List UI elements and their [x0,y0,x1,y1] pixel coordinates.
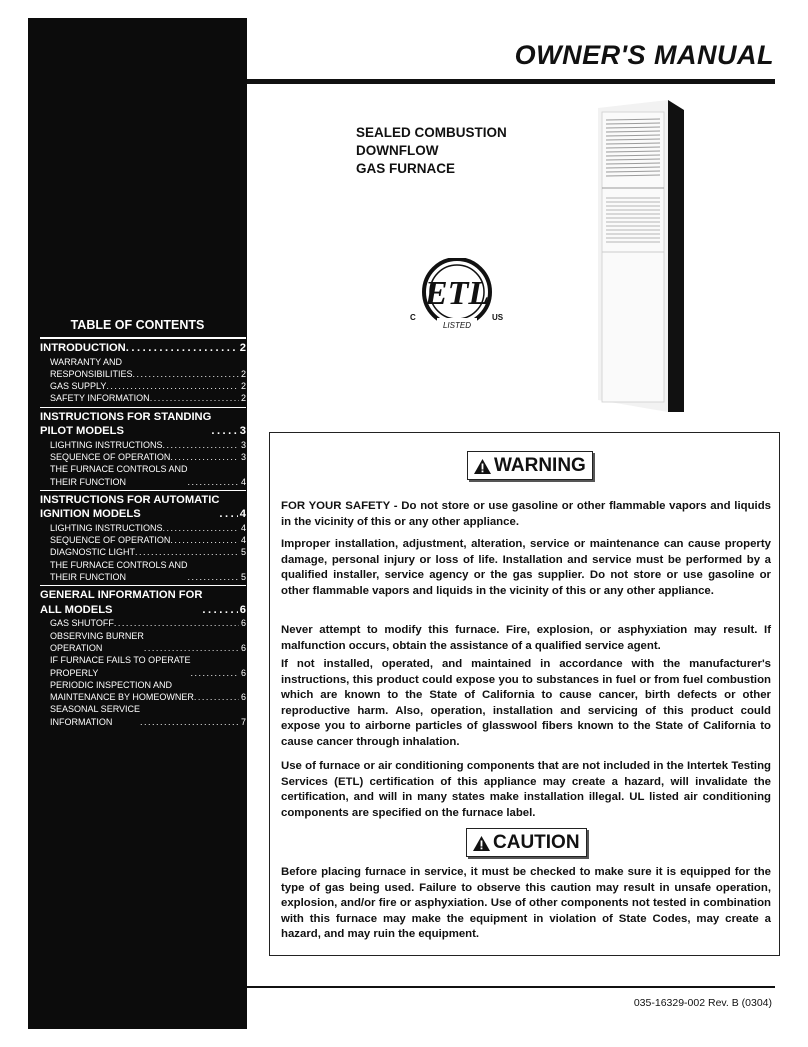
furnace-image [598,100,684,412]
toc-item-label: SEASONAL SERVICE INFORMATION [50,704,141,727]
product-line: GAS FURNACE [356,161,456,176]
toc-item [40,679,246,704]
table-of-contents [40,341,246,728]
toc-item-label: GAS SUPPLY [50,381,107,392]
toc-item-label: DIAGNOSTIC LIGHT [50,547,136,558]
logo-listed: LISTED [442,321,472,330]
product-line: DOWNFLOW [356,143,439,158]
toc-item [40,630,246,655]
toc-item [40,559,246,584]
toc-item-label: GAS SHUTOFF [50,618,114,629]
toc-item [40,534,246,546]
footer-rule [247,986,775,988]
page-title: OWNER'S MANUAL [514,40,774,70]
toc-item [40,546,246,558]
toc-section-label: INTRODUCTION [40,342,126,354]
toc-page-number: 5 [240,572,246,583]
toc-section-label: INSTRUCTIONS FOR STANDING PILOT MODELS [40,410,212,438]
warning-paragraph: Never attempt to modify this furnace. Fire, explosion, or asphyxiation may result. If malfunction occurs, obtain the assistance of a qualified service agent. [281,624,771,652]
title-rule [247,79,775,84]
toc-page-number: 4 [240,522,246,533]
toc-page-number: 2 [240,368,246,379]
toc-section [40,492,246,522]
toc-divider [40,337,246,339]
toc-item [40,617,246,629]
caution-triangle-icon [473,836,490,851]
toc-item-label: SEQUENCE OF OPERATION [50,451,171,462]
toc-page-number: 4 [239,508,246,521]
toc-sidebar [28,18,247,1029]
warning-paragraph: If not installed, operated, and maintained in accordance with the manufacturer's instructions, this product could expose you to substances in fuel or from fuel combustion which are known to the State of California to cause cancer, birth defects or other reproductive harm. Also, operation, installation and servicing of this product could expose you to airborne particles of glasswool fibers known to the State of California to cause cancer through inhalation. [281,658,771,748]
toc-item [40,463,246,488]
toc-page-number: 3 [239,425,246,438]
toc-item [40,522,246,534]
toc-item [40,703,246,728]
toc-item [40,392,246,404]
toc-item [40,356,246,381]
toc-page-number: 6 [240,692,246,703]
toc-heading: TABLE OF CONTENTS [70,318,205,332]
product-description [356,124,507,178]
toc-item-label: THE FURNACE CONTROLS AND THEIR FUNCTION [50,464,188,487]
toc-divider [40,490,246,491]
toc-item [40,380,246,392]
toc-item-label: OBSERVING BURNER OPERATION [50,630,144,653]
toc-page-number: 6 [240,618,246,629]
toc-page-number: 6 [239,603,246,616]
etl-listed-logo [404,258,510,338]
etl-mark: ETL [424,275,490,312]
toc-page-number: 4 [240,535,246,546]
toc-item-label: LIGHTING INSTRUCTIONS [50,439,163,450]
caution-signal-word [466,828,587,857]
logo-us: US [492,313,504,322]
toc-page-number: 6 [240,667,246,678]
toc-section [40,409,246,439]
toc-item-label: SEQUENCE OF OPERATION [50,535,171,546]
toc-item [40,451,246,463]
warning-paragraph: Improper installation, adjustment, alteration, service or maintenance can cause property damage, personal injury or loss of life. Installation and service must be performed by a qualified installer, service agency or the gas supplier. Do not store or use gasoline or other flammable vapors and liquids in the vicinity of this or any other appliance. [281,538,771,597]
toc-item-label: SAFETY INFORMATION [50,393,150,404]
warning-label: WARNING [494,455,586,476]
toc-item-label: PERIODIC INSPECTION AND MAINTENANCE BY HOMEOWNER [50,679,194,703]
warning-box [269,432,780,956]
toc-item-label: THE FURNACE CONTROLS AND THEIR FUNCTION [50,559,188,583]
logo-c: C [410,313,416,322]
toc-item-label: LIGHTING INSTRUCTIONS [50,522,163,533]
caution-paragraph: Before placing furnace in service, it must be checked to make sure it is equipped for the type of gas being used. Failure to observe this caution may result in unsafe operation, explosion, and/or fire or asphyxiation. Use of other components not tested in combination with this furnace may make the equipment in violation of State Codes, may create a hazard, and may ruin the equipment. [281,866,771,941]
warning-signal-word [467,451,593,480]
toc-section [40,587,246,617]
toc-item [40,654,246,679]
toc-item-label: IF FURNACE FAILS TO OPERATE PROPERLY [50,655,191,678]
toc-item-label: WARRANTY AND RESPONSIBILITIES [50,356,133,379]
toc-page-number: 3 [240,439,246,450]
toc-item [40,439,246,451]
toc-page-number: 2 [240,381,246,392]
toc-page-number: 4 [240,476,246,487]
toc-divider [40,585,246,586]
toc-section-label: INSTRUCTIONS FOR AUTOMATIC IGNITION MODELS [40,493,220,521]
warning-paragraph: FOR YOUR SAFETY - Do not store or use gasoline or other flammable vapors and liquids in the vicinity of this or any other appliance. [281,500,771,528]
toc-section-label: GENERAL INFORMATION FOR ALL MODELS [40,589,203,616]
toc-page-number: 7 [240,716,246,727]
toc-page-number: 3 [240,451,246,462]
toc-page-number: 5 [240,547,246,558]
product-line: SEALED COMBUSTION [356,125,507,140]
toc-page-number: 6 [240,642,246,653]
warning-paragraph: Use of furnace or air conditioning components that are not included in the Intertek Testing Services (ETL) certification of this appliance may create a hazard, will invalidate the certification, and will in many states make installation illegal. UL listed air conditioning components are specified on the furnace label. [281,760,771,819]
toc-page-number: 2 [240,393,246,404]
toc-page-number: 2 [239,342,246,354]
warning-triangle-icon [474,459,491,474]
toc-divider [40,407,246,408]
document-number: 035-16329-002 Rev. B (0304) [633,997,772,1009]
caution-label: CAUTION [493,832,580,853]
toc-section [40,341,246,356]
